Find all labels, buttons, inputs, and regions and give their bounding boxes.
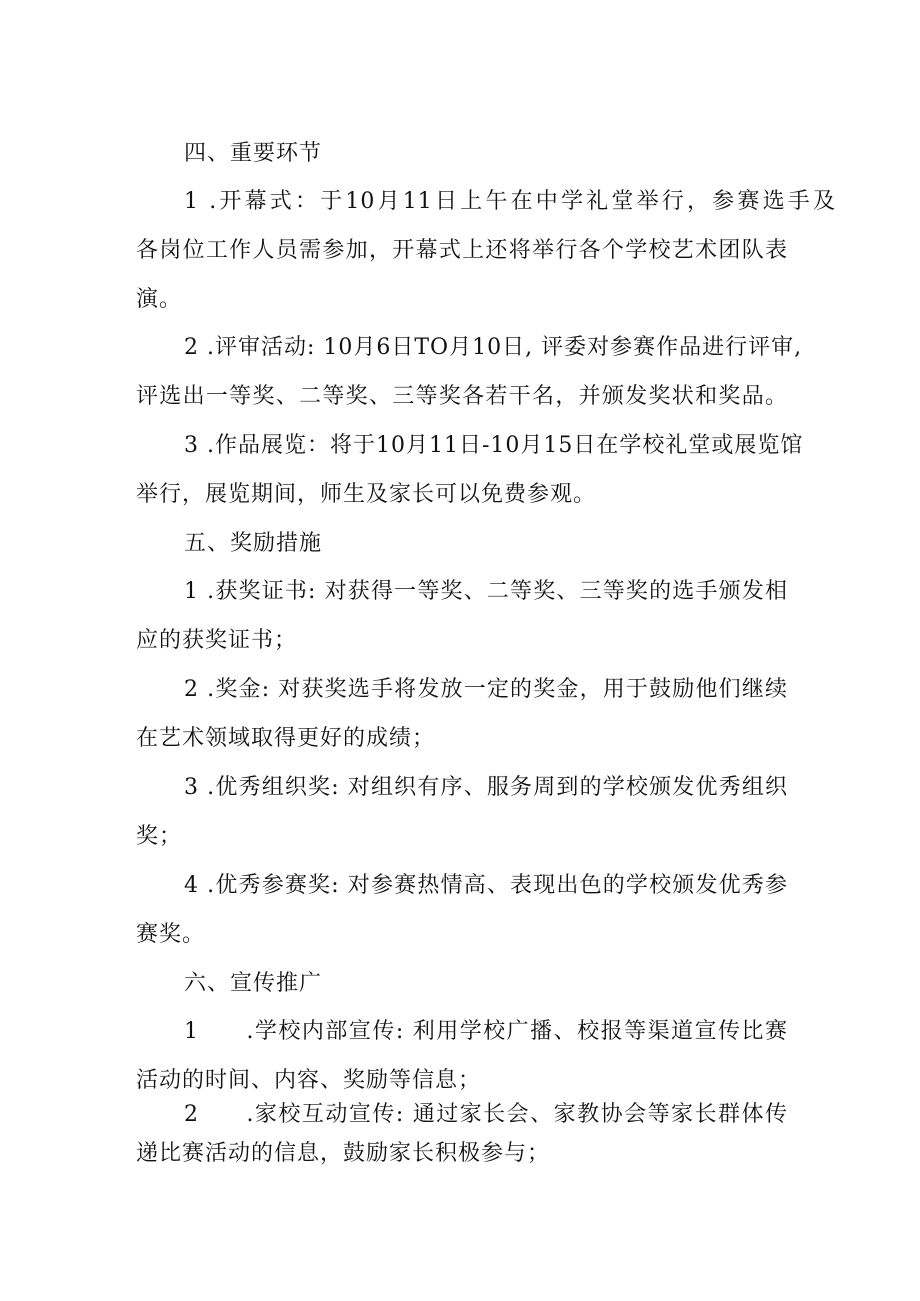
paragraph-line: 举行，展览期间，师生及家长可以免费参观。 bbox=[136, 482, 597, 507]
section-heading: 四、重要环节 bbox=[184, 141, 323, 166]
paragraph-line: 3 .作品展览：将于10月11日-10月15日在学校礼堂或展览馆 bbox=[184, 433, 804, 458]
paragraph-line: 4 .优秀参赛奖: 对参赛热情高、表现出色的学校颁发优秀参 bbox=[184, 873, 788, 898]
paragraph-line: 演。 bbox=[136, 287, 183, 312]
paragraph-line: 1 .学校内部宣传: 利用学校广播、校报等渠道宣传比赛 bbox=[184, 1019, 788, 1044]
paragraph-line: 1 .获奖证书: 对获得一等奖、二等奖、三等奖的选手颁发相 bbox=[184, 579, 788, 604]
section-heading: 六、宣传推广 bbox=[184, 971, 323, 996]
paragraph-line: 2 .奖金: 对获奖选手将发放一定的奖金，用于鼓励他们继续 bbox=[184, 677, 788, 702]
paragraph-line: 1 .开幕式：于10月11日上午在中学礼堂举行，参赛选手及 bbox=[184, 189, 836, 214]
paragraph-line: 奖； bbox=[136, 824, 183, 849]
paragraph-line: 2 .家校互动宣传: 通过家长会、家教协会等家长群体传 bbox=[184, 1102, 788, 1127]
paragraph-line: 各岗位工作人员需参加，开幕式上还将举行各个学校艺术团队表 bbox=[136, 238, 788, 263]
paragraph-line: 在艺术领域取得更好的成绩； bbox=[136, 726, 436, 751]
paragraph-line: 活动的时间、内容、奖励等信息； bbox=[136, 1068, 482, 1093]
paragraph-line: 3 .优秀组织奖: 对组织有序、服务周到的学校颁发优秀组织 bbox=[184, 775, 788, 800]
section-heading: 五、奖励措施 bbox=[184, 531, 323, 556]
paragraph-line: 评选出一等奖、二等奖、三等奖各若干名，并颁发奖状和奖品。 bbox=[136, 384, 788, 409]
paragraph-line: 2 .评审活动: 10月6日TO月10日, 评委对参赛作品进行评审, bbox=[184, 335, 803, 360]
paragraph-line: 赛奖。 bbox=[136, 922, 206, 947]
paragraph-line: 递比赛活动的信息，鼓励家长积极参与； bbox=[136, 1141, 551, 1166]
paragraph-line: 应的获奖证书； bbox=[136, 628, 298, 653]
